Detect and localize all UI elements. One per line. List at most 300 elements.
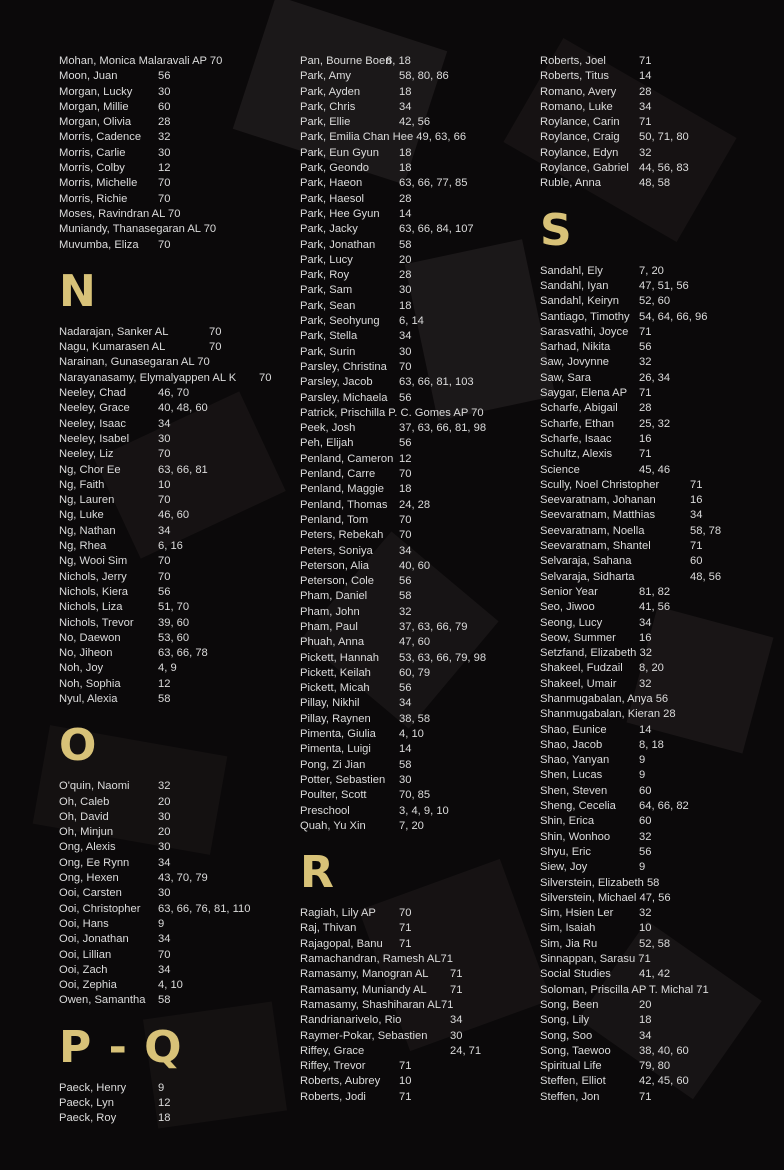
index-entry <box>540 921 780 936</box>
entry-name: Penland, Thomas <box>300 498 388 511</box>
entry-pages: 70 <box>399 468 412 481</box>
index-entry <box>300 1013 540 1028</box>
entry-name: Ragiah, Lily AP <box>300 907 376 920</box>
index-entry <box>300 952 540 967</box>
entry-pages: 70 <box>158 238 171 251</box>
entry-name: Morris, Colby <box>59 162 125 175</box>
entry-pages: 12 <box>158 677 171 690</box>
entry-name: Steffen, Elliot <box>540 1075 606 1088</box>
entry-pages: 34 <box>450 1014 463 1027</box>
index-entry <box>300 605 540 620</box>
entry-pages: 60 <box>690 555 703 568</box>
entry-name: Park, Sam <box>300 284 353 297</box>
index-entry <box>59 146 299 161</box>
entry-name: Seow, Summer <box>540 631 616 644</box>
entry-pages: 60 <box>639 784 652 797</box>
entry-name: Ruble, Anna <box>540 177 601 190</box>
entry-pages: 14 <box>399 207 412 220</box>
index-entry <box>300 544 540 559</box>
entry-pages: 79, 80 <box>639 1060 671 1073</box>
entry-name: Pillay, Nikhil <box>300 697 360 710</box>
entry-pages: 28 <box>399 192 412 205</box>
entry-name: Shakeel, Fudzail <box>540 662 623 675</box>
index-entry <box>59 478 299 493</box>
entry-name: Morris, Richie <box>59 192 128 205</box>
entry-name: Neeley, Liz <box>59 448 114 461</box>
entry-name: Song, Been <box>540 998 599 1011</box>
index-entry <box>300 559 540 574</box>
entry-name: Ooi, Carsten <box>59 887 122 900</box>
entry-pages: 34 <box>639 100 652 113</box>
index-entry <box>59 524 299 539</box>
section-letter-heading: S <box>540 204 573 256</box>
entry-name: Pong, Zi Jian <box>300 758 366 771</box>
entry-pages: 10 <box>399 1075 412 1088</box>
entry-pages: 70 <box>158 177 171 190</box>
entry-name: Pham, Paul <box>300 620 358 633</box>
entry-name: Pham, John <box>300 605 360 618</box>
entry-name: Riffey, Grace <box>300 1044 365 1057</box>
entry-name: O'quin, Naomi <box>59 780 130 793</box>
index-entry <box>540 1044 780 1059</box>
index-entry <box>540 432 780 447</box>
entry-name: Moses, Ravindran AL 70 <box>59 207 181 220</box>
index-entry <box>540 1074 780 1089</box>
entry-name: Patrick, Prischilla P. C. Gomes AP 70 <box>300 406 484 419</box>
entry-name: Raymer-Pokar, Sebastien <box>300 1029 428 1042</box>
entry-pages: 24, 71 <box>450 1044 482 1057</box>
index-entry <box>59 856 299 871</box>
index-entry <box>59 570 299 585</box>
entry-name: Randrianarivelo, Rio <box>300 1014 402 1027</box>
entry-pages: 71 <box>639 1090 652 1103</box>
entry-name: Narainan, Gunasegaran AL 70 <box>59 356 210 369</box>
entry-name: Peek, Josh <box>300 422 356 435</box>
entry-pages: 9 <box>158 1081 165 1094</box>
index-entry <box>300 681 540 696</box>
entry-pages: 56 <box>399 682 412 695</box>
index-entry <box>59 238 299 253</box>
index-entry <box>540 677 780 692</box>
index-entry <box>540 768 780 783</box>
entry-name: Sim, Isaiah <box>540 922 596 935</box>
entry-name: Pickett, Hannah <box>300 651 379 664</box>
index-entry <box>540 646 780 661</box>
index-entry <box>300 421 540 436</box>
entry-pages: 34 <box>158 524 171 537</box>
entry-name: Pimenta, Giulia <box>300 728 376 741</box>
entry-pages: 54, 64, 66, 96 <box>639 310 708 323</box>
entry-name: Ong, Ee Rynn <box>59 856 130 869</box>
entry-pages: 8, 20 <box>639 662 664 675</box>
index-entry <box>300 696 540 711</box>
entry-name: Ng, Wooi Sim <box>59 555 128 568</box>
index-entry <box>540 463 780 478</box>
index-entry <box>540 707 780 722</box>
index-entry <box>540 983 780 998</box>
entry-name: Ng, Luke <box>59 509 104 522</box>
index-entry <box>300 391 540 406</box>
entry-name: Roylance, Craig <box>540 131 620 144</box>
section-letter-heading: N <box>59 265 97 317</box>
entry-pages: 8, 18 <box>386 55 411 67</box>
entry-name: Peterson, Alia <box>300 559 370 572</box>
entry-name: Roberts, Aubrey <box>300 1075 381 1088</box>
index-entry <box>59 539 299 554</box>
entry-name: Neeley, Isaac <box>59 417 126 430</box>
entry-pages: 58 <box>399 590 412 603</box>
entry-name: Nichols, Trevor <box>59 616 134 629</box>
index-entry <box>300 329 540 344</box>
entry-name: Noh, Joy <box>59 662 104 675</box>
entry-name: Ooi, Zach <box>59 963 108 976</box>
index-entry <box>540 325 780 340</box>
entry-name: Seong, Lucy <box>540 616 603 629</box>
entry-pages: 18 <box>639 1014 652 1027</box>
entry-name: Ong, Hexen <box>59 872 119 885</box>
index-entry <box>59 432 299 447</box>
entry-pages: 38, 40, 60 <box>639 1044 689 1057</box>
entry-name: Saw, Jovynne <box>540 356 610 369</box>
entry-name: Potter, Sebastien <box>300 773 386 786</box>
index-entry <box>540 493 780 508</box>
entry-pages: 46, 60 <box>158 509 190 522</box>
entry-pages: 20 <box>639 998 652 1011</box>
index-entry <box>300 1059 540 1074</box>
entry-name: Park, Lucy <box>300 253 353 266</box>
entry-name: Sandahl, Iyan <box>540 279 609 292</box>
entry-pages: 63, 66, 84, 107 <box>399 223 474 236</box>
entry-pages: 34 <box>158 963 171 976</box>
entry-name: Scharfe, Ethan <box>540 417 615 430</box>
entry-name: Phuah, Anna <box>300 636 365 649</box>
entry-name: Scully, Noel Christopher <box>540 478 660 491</box>
index-entry <box>300 146 540 161</box>
index-entry <box>59 886 299 901</box>
index-entry <box>59 386 299 401</box>
entry-pages: 70 <box>399 907 412 920</box>
entry-pages: 70 <box>158 555 171 568</box>
index-entry <box>540 631 780 646</box>
entry-name: Mohan, Monica Malaravali AP 70 <box>59 55 223 67</box>
index-entry <box>540 85 780 100</box>
entry-name: Social Studies <box>540 968 611 981</box>
index-entry <box>300 115 540 130</box>
entry-pages: 9 <box>639 754 646 767</box>
entry-name: Park, Ayden <box>300 85 361 98</box>
entry-pages: 28 <box>639 85 652 98</box>
entry-pages: 34 <box>158 933 171 946</box>
index-entry <box>300 635 540 650</box>
entry-name: Noh, Sophia <box>59 677 121 690</box>
entry-pages: 12 <box>158 162 171 175</box>
entry-name: Park, Hee Gyun <box>300 207 380 220</box>
index-entry <box>59 692 299 707</box>
entry-name: Park, Stella <box>300 330 358 343</box>
entry-name: Morgan, Millie <box>59 100 129 113</box>
entry-name: Silverstein, Elizabeth 58 <box>540 876 660 889</box>
entry-pages: 18 <box>399 299 412 312</box>
entry-name: Morgan, Olivia <box>59 116 132 129</box>
entry-pages: 32 <box>639 907 652 920</box>
entry-pages: 56 <box>158 585 171 598</box>
entry-name: Nichols, Liza <box>59 601 123 614</box>
entry-name: Shin, Erica <box>540 815 595 828</box>
entry-name: No, Daewon <box>59 631 121 644</box>
entry-pages: 41, 42 <box>639 968 671 981</box>
entry-pages: 71 <box>639 116 652 129</box>
entry-pages: 16 <box>690 494 703 507</box>
entry-name: Paeck, Roy <box>59 1112 117 1125</box>
entry-pages: 52, 60 <box>639 295 671 308</box>
index-entry <box>59 447 299 462</box>
index-entry <box>59 810 299 825</box>
index-entry <box>300 345 540 360</box>
index-entry <box>540 661 780 676</box>
index-entry <box>540 508 780 523</box>
index-entry <box>59 1096 299 1111</box>
entry-name: Song, Lily <box>540 1014 590 1027</box>
index-entry <box>59 646 299 661</box>
index-entry <box>540 784 780 799</box>
entry-name: Nagu, Kumarasen AL <box>59 341 166 354</box>
index-entry <box>540 830 780 845</box>
index-entry <box>300 360 540 375</box>
index-entry <box>59 600 299 615</box>
entry-pages: 30 <box>399 284 412 297</box>
entry-pages: 56 <box>399 575 412 588</box>
entry-pages: 30 <box>158 146 171 159</box>
index-entry <box>540 340 780 355</box>
entry-name: Ng, Chor Ee <box>59 463 121 476</box>
index-entry <box>59 100 299 115</box>
entry-name: Ramasamy, Shashiharan AL71 <box>300 998 454 1011</box>
entry-pages: 44, 56, 83 <box>639 162 689 175</box>
index-entry <box>59 825 299 840</box>
index-entry <box>59 677 299 692</box>
index-entry <box>540 478 780 493</box>
index-entry <box>59 417 299 432</box>
entry-name: Ooi, Lillian <box>59 948 112 961</box>
index-entry <box>540 386 780 401</box>
index-entry <box>540 371 780 386</box>
index-entry <box>540 355 780 370</box>
entry-name: Roberts, Joel <box>540 55 606 67</box>
entry-pages: 71 <box>450 983 463 996</box>
entry-pages: 28 <box>158 116 171 129</box>
entry-name: Morris, Cadence <box>59 131 142 144</box>
entry-name: Park, Surin <box>300 345 356 358</box>
entry-name: Park, Geondo <box>300 162 370 175</box>
entry-name: Moon, Juan <box>59 70 118 83</box>
entry-name: Morgan, Lucky <box>59 85 133 98</box>
entry-pages: 7, 20 <box>639 264 664 277</box>
entry-name: Peters, Soniya <box>300 544 373 557</box>
entry-pages: 6, 14 <box>399 315 424 328</box>
entry-name: Seevaratnam, Matthias <box>540 509 656 522</box>
entry-pages: 14 <box>639 70 652 83</box>
entry-name: Schultz, Alexis <box>540 448 613 461</box>
index-entry <box>300 1074 540 1089</box>
entry-name: Muvumba, Eliza <box>59 238 139 251</box>
index-entry <box>300 69 540 84</box>
entry-pages: 45, 46 <box>639 463 671 476</box>
entry-pages: 9 <box>158 917 165 930</box>
entry-pages: 48, 58 <box>639 177 671 190</box>
entry-name: Pickett, Micah <box>300 682 370 695</box>
index-entry <box>59 371 299 386</box>
entry-name: Park, Eun Gyun <box>300 146 379 159</box>
entry-name: Selvaraja, Sidharta <box>540 570 635 583</box>
entry-name: Ramasamy, Manogran AL <box>300 968 429 981</box>
entry-name: Ng, Nathan <box>59 524 116 537</box>
entry-name: Scharfe, Abigail <box>540 402 618 415</box>
entry-name: Spiritual Life <box>540 1060 602 1073</box>
entry-pages: 71 <box>639 55 652 67</box>
entry-pages: 42, 56 <box>399 116 431 129</box>
index-entry <box>59 871 299 886</box>
entry-pages: 71 <box>399 922 412 935</box>
entry-name: Roylance, Edyn <box>540 146 619 159</box>
entry-name: Sim, Hsien Ler <box>540 907 614 920</box>
entry-pages: 30 <box>158 85 171 98</box>
index-entry <box>300 268 540 283</box>
entry-pages: 56 <box>399 437 412 450</box>
entry-name: Romano, Avery <box>540 85 617 98</box>
entry-name: Park, Amy <box>300 70 351 83</box>
entry-pages: 70 <box>209 325 222 338</box>
section-letter-heading: P - Q <box>59 1021 183 1073</box>
index-entry <box>300 452 540 467</box>
index-entry <box>300 1044 540 1059</box>
entry-name: Song, Taewoo <box>540 1044 611 1057</box>
index-entry <box>59 840 299 855</box>
index-entry <box>59 401 299 416</box>
entry-pages: 37, 63, 66, 81, 98 <box>399 422 487 435</box>
entry-pages: 20 <box>158 795 171 808</box>
entry-pages: 63, 66, 81, 103 <box>399 376 474 389</box>
entry-name: Penland, Tom <box>300 513 369 526</box>
entry-name: Saygar, Elena AP <box>540 387 628 400</box>
entry-pages: 10 <box>158 478 171 491</box>
index-entry <box>300 921 540 936</box>
entry-name: Steffen, Jon <box>540 1090 600 1103</box>
entry-pages: 51, 70 <box>158 601 190 614</box>
index-entry <box>300 1090 540 1105</box>
index-entry <box>300 192 540 207</box>
entry-pages: 34 <box>399 544 412 557</box>
entry-pages: 70 <box>158 494 171 507</box>
index-entry <box>540 600 780 615</box>
entry-pages: 12 <box>158 1097 171 1110</box>
entry-name: Nichols, Kiera <box>59 585 129 598</box>
index-entry <box>59 54 299 69</box>
entry-name: Park, Jacky <box>300 223 358 236</box>
entry-name: Scharfe, Isaac <box>540 432 612 445</box>
index-entry <box>300 467 540 482</box>
entry-pages: 41, 56 <box>639 601 671 614</box>
index-entry <box>300 819 540 834</box>
index-entry <box>59 161 299 176</box>
index-entry <box>300 207 540 222</box>
index-entry <box>59 661 299 676</box>
entry-name: Shanmugabalan, Anya 56 <box>540 692 669 705</box>
index-entry <box>540 161 780 176</box>
entry-pages: 28 <box>399 269 412 282</box>
entry-name: Peters, Rebekah <box>300 529 384 542</box>
entry-name: Roberts, Jodi <box>300 1090 366 1103</box>
entry-pages: 48, 56 <box>690 570 722 583</box>
entry-name: Santiago, Timothy <box>540 310 630 323</box>
entry-pages: 14 <box>639 723 652 736</box>
entry-name: Park, Haesol <box>300 192 365 205</box>
entry-name: Park, Chris <box>300 100 356 113</box>
entry-name: Shao, Jacob <box>540 738 603 751</box>
entry-pages: 64, 66, 82 <box>639 800 689 813</box>
entry-pages: 32 <box>639 830 652 843</box>
index-entry <box>300 758 540 773</box>
entry-name: Selvaraja, Sahana <box>540 555 632 568</box>
entry-name: Sinnappan, Sarasu 71 <box>540 953 651 966</box>
entry-name: Shyu, Eric <box>540 845 591 858</box>
entry-pages: 34 <box>158 417 171 430</box>
index-entry <box>540 310 780 325</box>
index-entry <box>540 447 780 462</box>
index-entry <box>59 795 299 810</box>
index-entry <box>59 917 299 932</box>
entry-pages: 32 <box>399 605 412 618</box>
entry-pages: 58, 80, 86 <box>399 70 449 83</box>
entry-name: Seevaratnam, Johanan <box>540 494 656 507</box>
entry-name: Park, Emilia Chan Hee 49, 63, 66 <box>300 131 467 144</box>
entry-pages: 12 <box>399 452 412 465</box>
entry-pages: 70 <box>158 448 171 461</box>
entry-pages: 70 <box>158 192 171 205</box>
entry-name: Soloman, Priscilla AP T. Michal 71 <box>540 983 709 996</box>
entry-pages: 18 <box>399 146 412 159</box>
index-entry <box>59 340 299 355</box>
index-entry <box>300 651 540 666</box>
index-entry <box>59 948 299 963</box>
entry-name: Penland, Cameron <box>300 452 394 465</box>
entry-pages: 4, 9 <box>158 662 177 675</box>
entry-name: Quah, Yu Xin <box>300 819 366 832</box>
entry-pages: 71 <box>639 325 652 338</box>
index-entry <box>540 799 780 814</box>
entry-name: Seevaratnam, Shantel <box>540 540 651 553</box>
entry-pages: 16 <box>639 432 652 445</box>
entry-name: Neeley, Chad <box>59 387 126 400</box>
entry-name: Sarasvathi, Joyce <box>540 325 629 338</box>
index-entry <box>300 742 540 757</box>
index-entry <box>300 1029 540 1044</box>
entry-pages: 40, 48, 60 <box>158 402 208 415</box>
index-entry <box>59 69 299 84</box>
entry-pages: 56 <box>639 341 652 354</box>
entry-pages: 18 <box>158 1112 171 1125</box>
entry-pages: 71 <box>690 540 703 553</box>
index-entry <box>300 666 540 681</box>
index-entry <box>540 876 780 891</box>
entry-name: Ng, Lauren <box>59 494 115 507</box>
index-entry <box>300 222 540 237</box>
entry-name: Saw, Sara <box>540 371 591 384</box>
index-entry <box>540 146 780 161</box>
index-entry <box>300 283 540 298</box>
index-entry <box>300 528 540 543</box>
entry-name: Park, Sean <box>300 299 356 312</box>
entry-pages: 30 <box>399 345 412 358</box>
